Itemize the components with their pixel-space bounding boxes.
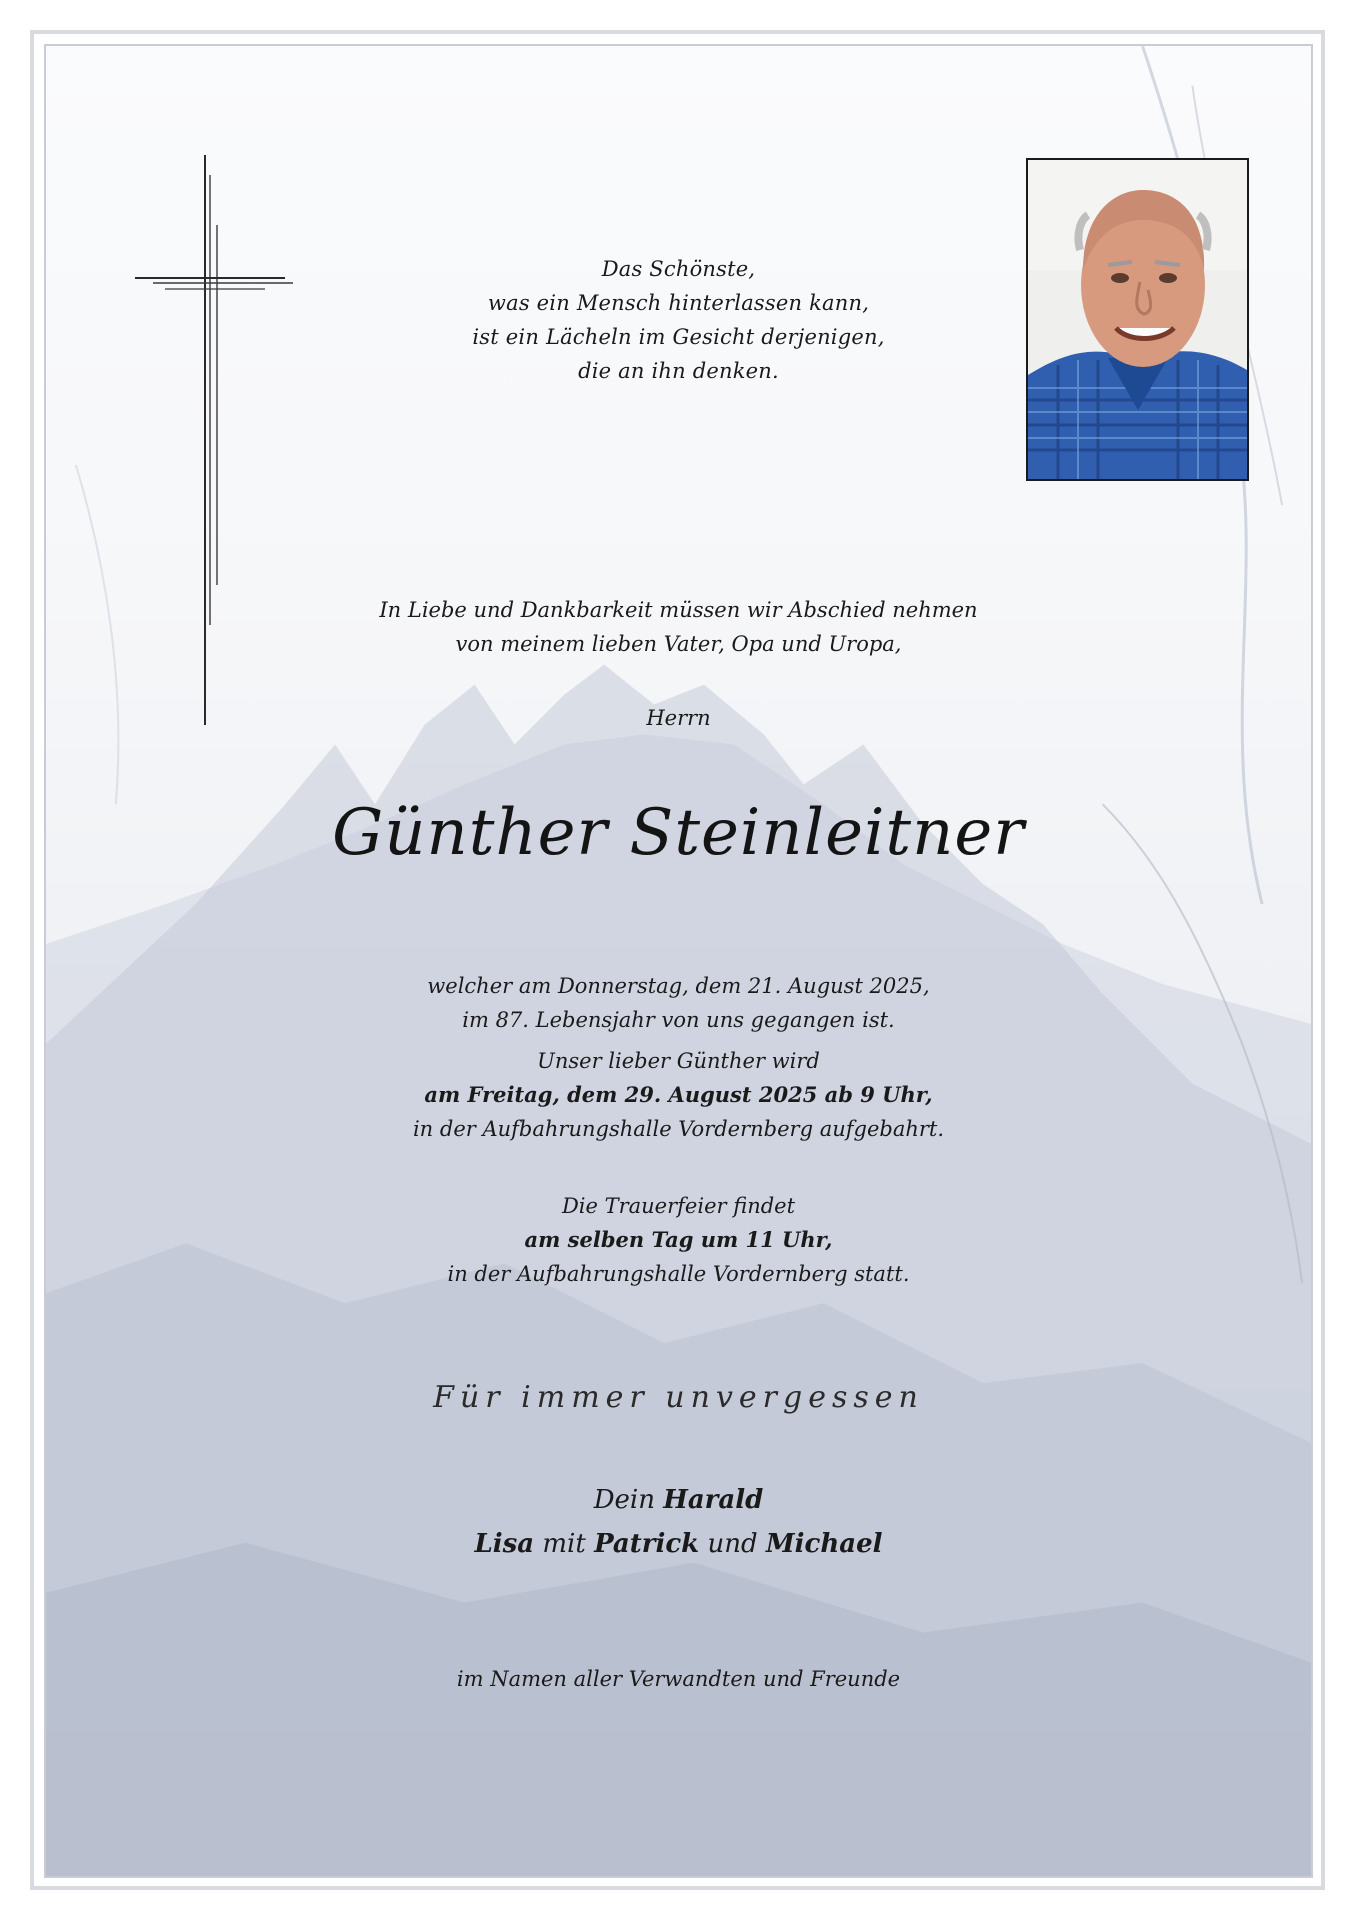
ceremony-time: am selben Tag um 11 Uhr, bbox=[524, 1227, 833, 1252]
salutation: Herrn bbox=[646, 706, 711, 730]
viewing-line: Unser lieber Günther wird bbox=[537, 1049, 820, 1073]
viewing-date: am Freitag, dem 29. August 2025 ab 9 Uhr, bbox=[424, 1082, 933, 1107]
family-line-2 bbox=[0, 1522, 1357, 1566]
quote-line: Das Schönste, bbox=[601, 257, 756, 281]
passing-line: im 87. Lebensjahr von uns gegangen ist. bbox=[462, 1008, 895, 1032]
intro-line: von meinem lieben Vater, Opa und Uropa, bbox=[455, 632, 902, 656]
family-signature bbox=[0, 1478, 1357, 1566]
passing-details bbox=[0, 969, 1357, 1037]
family-word-und: und bbox=[707, 1529, 758, 1559]
deceased-name: Günther Steinleitner bbox=[332, 796, 1025, 870]
intro-line: In Liebe und Dankbarkeit müssen wir Abschied nehmen bbox=[379, 598, 978, 622]
family-name-michael: Michael bbox=[765, 1529, 883, 1559]
quote-line: ist ein Lächeln im Gesicht derjenigen, bbox=[472, 325, 885, 349]
viewing-location: in der Aufbahrungshalle Vordernberg aufgebahrt. bbox=[412, 1117, 945, 1141]
ceremony-line: Die Trauerfeier findet bbox=[561, 1194, 796, 1218]
family-word-mit: mit bbox=[542, 1529, 586, 1559]
family-line-1 bbox=[0, 1478, 1357, 1522]
farewell-intro bbox=[0, 593, 1357, 661]
ceremony-details bbox=[0, 1189, 1357, 1291]
viewing-details bbox=[0, 1044, 1357, 1146]
ceremony-location: in der Aufbahrungshalle Vordernberg statt. bbox=[447, 1262, 910, 1286]
family-prefix: Dein bbox=[593, 1485, 655, 1515]
quote-line: die an ihn denken. bbox=[578, 359, 779, 383]
family-name-harald: Harald bbox=[663, 1485, 764, 1515]
motto: Für immer unvergessen bbox=[433, 1380, 924, 1415]
family-name-patrick: Patrick bbox=[594, 1529, 700, 1559]
quote-block bbox=[0, 252, 1357, 388]
family-name-lisa: Lisa bbox=[474, 1529, 535, 1559]
quote-line: was ein Mensch hinterlassen kann, bbox=[487, 291, 870, 315]
relatives-line: im Namen aller Verwandten und Freunde bbox=[456, 1667, 901, 1691]
passing-line: welcher am Donnerstag, dem 21. August 2025, bbox=[427, 974, 930, 998]
